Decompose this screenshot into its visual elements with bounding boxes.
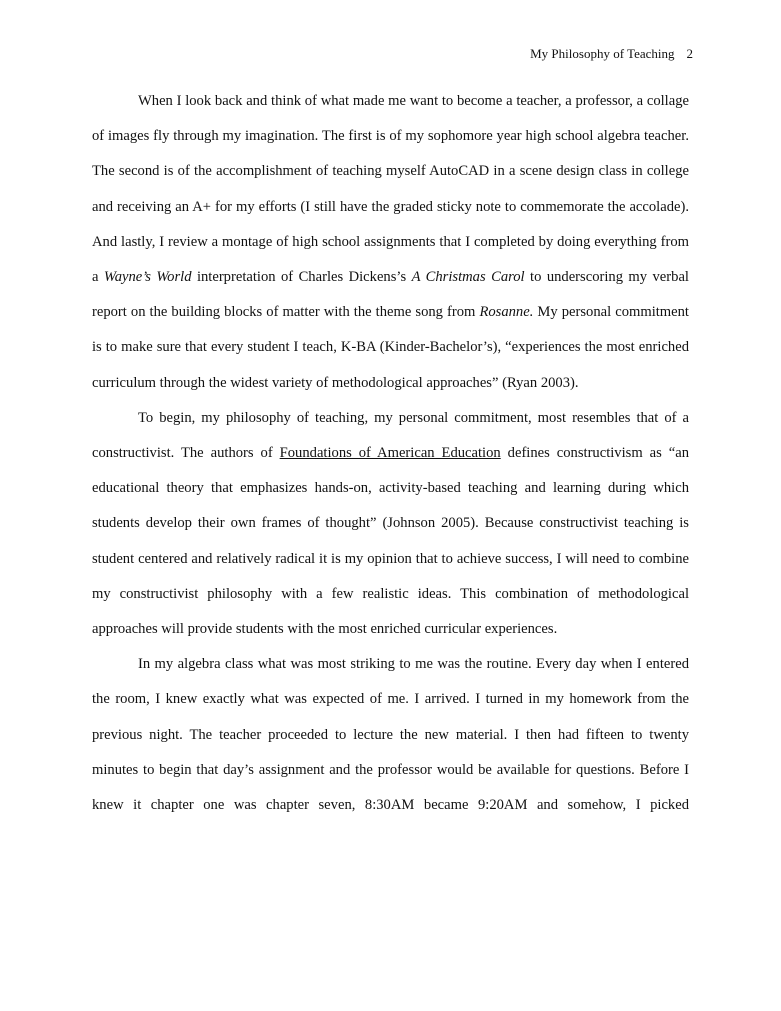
paragraph-2-text-a: To begin, my philosophy of teaching, my personal commitment, most resembles that of a constructivist. The authors of [92, 409, 689, 462]
paragraph-2-text-b: defines constructivism as “an educational theory that emphasizes hands-on, activity-based teaching and learning during which students develop their own frames of thought” (Johnson 2005). Because constructivist teaching is student centered and relatively radical it is my opinion that to achieve success, I will need to combine my constructivist philosophy with a few realistic ideas. This combination of methodological approaches will provide students with the most enriched curricular experiences. [92, 445, 690, 638]
paragraph-1 [92, 84, 689, 401]
running-head [530, 46, 693, 62]
paragraph-1-title-rosanne: Rosanne. [479, 304, 534, 321]
running-head-title: My Philosophy of Teaching [530, 46, 675, 61]
paragraph-3-text: In my algebra class what was most striking to me was the routine. Every day when I entered the room, I knew exactly what was expected of me. I arrived. I turned in my homework from the previous night. The teacher proceeded to lecture the new material. I then had fifteen to twenty minutes to begin that day’s assignment and the professor would be available for questions. Before I knew it chapter one was chapter seven, 8:30AM became 9:20AM and somehow, I picked [92, 656, 689, 814]
paragraph-1-text-a: When I look back and think of what made me want to become a teacher, a professor, a collage of images fly through my imagination. The first is of my sophomore year high school algebra teacher. The second is of the accomplishment of teaching myself AutoCAD in a scene design class in college and receiving an A+ for my efforts (I still have the graded sticky note to commemorate the accolade). And lastly, I review a montage of high school assignments that I completed by doing everything from a [92, 93, 689, 286]
paragraph-1-title-waynes-world: Wayne’s World [103, 269, 192, 286]
paragraph-1-text-d: My personal commitment is to make sure that every student I teach, K-BA (Kinder-Bachelor’s), “experiences the most enriched curriculum through the widest variety of methodological approaches” (Ryan 2003). [92, 304, 689, 391]
paragraph-1-text-c: to underscoring my verbal report on the building blocks of matter with the theme song from [92, 269, 689, 321]
paragraph-1-text-b: interpretation of Charles Dickens’s [191, 269, 412, 286]
document-body [92, 84, 689, 858]
paragraph-2-book-title: Foundations of American Education [279, 445, 501, 462]
page-number: 2 [686, 46, 693, 61]
paragraph-2 [92, 401, 689, 647]
paragraph-3 [92, 647, 689, 858]
paragraph-1-title-christmas-carol: A Christmas Carol [411, 269, 525, 286]
